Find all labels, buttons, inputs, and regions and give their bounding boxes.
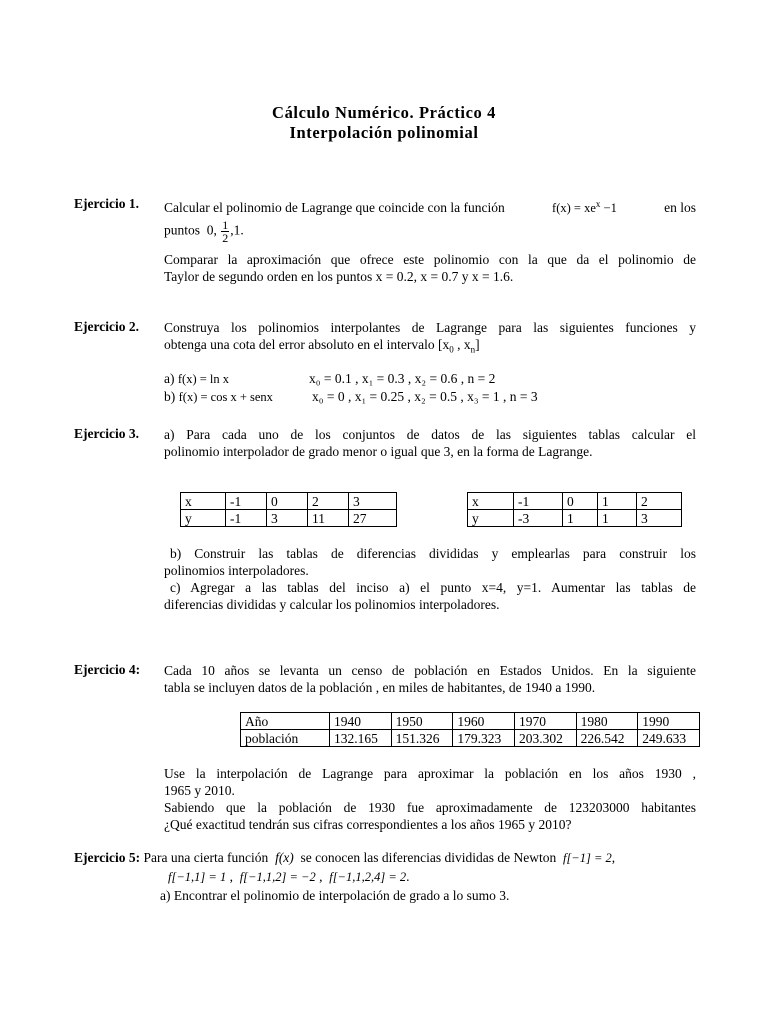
exercise-3-item-c-line2: diferencias divididas y calcular los polinomios interpoladores. — [164, 597, 500, 612]
exercise-2-line1: Construya los polinomios interpolantes de Lagrange para las siguientes funciones y — [164, 320, 696, 335]
exercise-3-item-c-line1: c) Agregar a las tablas del inciso a) el punto x=4, y=1. Aumentar las tablas de — [170, 580, 696, 595]
data-table-2 — [467, 492, 682, 527]
table-row: y -3 1 1 3 — [468, 510, 682, 527]
table-row: población 132.165 151.326 179.323 203.302 226.542 249.633 — [241, 730, 700, 747]
exercise-3-item-a-line2: polinomio interpolador de grado menor o igual que 3, en la forma de Lagrange. — [164, 444, 593, 459]
exercise-4-line6: ¿Qué exactitud tendrán sus cifras correspondientes a los años 1965 y 2010? — [164, 817, 572, 832]
exercise-1-text-end: en los — [664, 200, 696, 216]
exercise-3-item-b-line2: polinomios interpoladores. — [164, 563, 309, 578]
exercise-2-item-a: a) f(x) = ln x — [164, 371, 230, 386]
exercise-2-line2: obtenga una cota del error absoluto en el intervalo [$x_0$ , $x_n$] — [164, 337, 480, 355]
exercise-5-item-a: a) Encontrar el polinomio de interpolación de grado a lo sumo 3. — [160, 888, 510, 903]
exercise-1-text: Calcular el polinomio de Lagrange que coincide con la función — [164, 200, 505, 216]
exercise-2-item-b-points: x₀ = 0 , x₁ = 0.25 , x₂ = 0.5 , x₃ = 1 , n = 3 — [312, 389, 538, 404]
exercise-1-label: Ejercicio 1. — [74, 196, 139, 211]
exercise-2-item-a-points: x₀ = 0.1 , x₁ = 0.3 , x₂ = 0.6 , n = 2 — [309, 371, 496, 386]
exercise-4-line2: tabla se incluyen datos de la población , en miles de habitantes, de 1940 a 1990. — [164, 680, 596, 695]
exercise-3-item-b-line1: b) Construir las tablas de diferencias divididas y emplearlas para construir los — [170, 546, 696, 561]
exercise-1-line1 — [164, 196, 696, 217]
exercise-3-label: Ejercicio 3. — [74, 426, 139, 441]
table-row: x -1 0 2 3 — [181, 493, 397, 510]
exercise-2-label: Ejercicio 2. — [74, 319, 139, 334]
page-title: Cálculo Numérico. Práctico 4 — [272, 103, 496, 122]
exercise-4-line5: Sabiendo que la población de 1930 fue aproximadamente de 123203000 habitantes — [164, 800, 696, 815]
data-table-1 — [180, 492, 397, 527]
exercise-1-line2: puntos 0, $\frac{1}{2}$ ,1. — [164, 218, 244, 245]
population-table — [240, 712, 700, 747]
exercise-4-label: Ejercicio 4: — [74, 662, 141, 677]
page-subtitle: Interpolación polinomial — [289, 123, 479, 142]
exercise-5-line2: f[−1,1] = 1 , f[−1,1,2] = −2 , f[−1,1,2,4] = 2. — [168, 869, 410, 884]
table-row: x -1 0 1 2 — [468, 493, 682, 510]
exercise-5-label: Ejercicio 5: — [74, 850, 141, 865]
fraction-one-half: $\frac{1}{2}$ — [222, 218, 229, 245]
exercise-1-line4: Taylor de segundo orden en los puntos x = 0.2, x = 0.7 y x = 1.6. — [164, 269, 514, 284]
exercise-3-item-a-line1: a) Para cada uno de los conjuntos de datos de las siguientes tablas calcular el — [164, 427, 696, 442]
exercise-4-line3: Use la interpolación de Lagrange para aproximar la población en los años 1930 , — [164, 766, 696, 781]
exercise-2-item-b: b) f(x) = cos x + senx — [164, 389, 273, 404]
exercise-4-line1: Cada 10 años se levanta un censo de población en Estados Unidos. En la siguiente — [164, 663, 696, 678]
table-row: Año 1940 1950 1960 1970 1980 1990 — [241, 713, 700, 730]
exercise-1-line3: Comparar la aproximación que ofrece este polinomio con la que da el polinomio de — [164, 252, 696, 267]
exercise-5-line1: Ejercicio 5: Para una cierta función f(x) se conocen las diferencias divididas de Newton f[−1] = 2, — [74, 850, 616, 865]
exercise-4-line4: 1965 y 2010. — [164, 783, 235, 798]
table-row: y -1 3 11 27 — [181, 510, 397, 527]
exercise-1-function: $f(x) = xe^x -1$ — [552, 199, 617, 216]
